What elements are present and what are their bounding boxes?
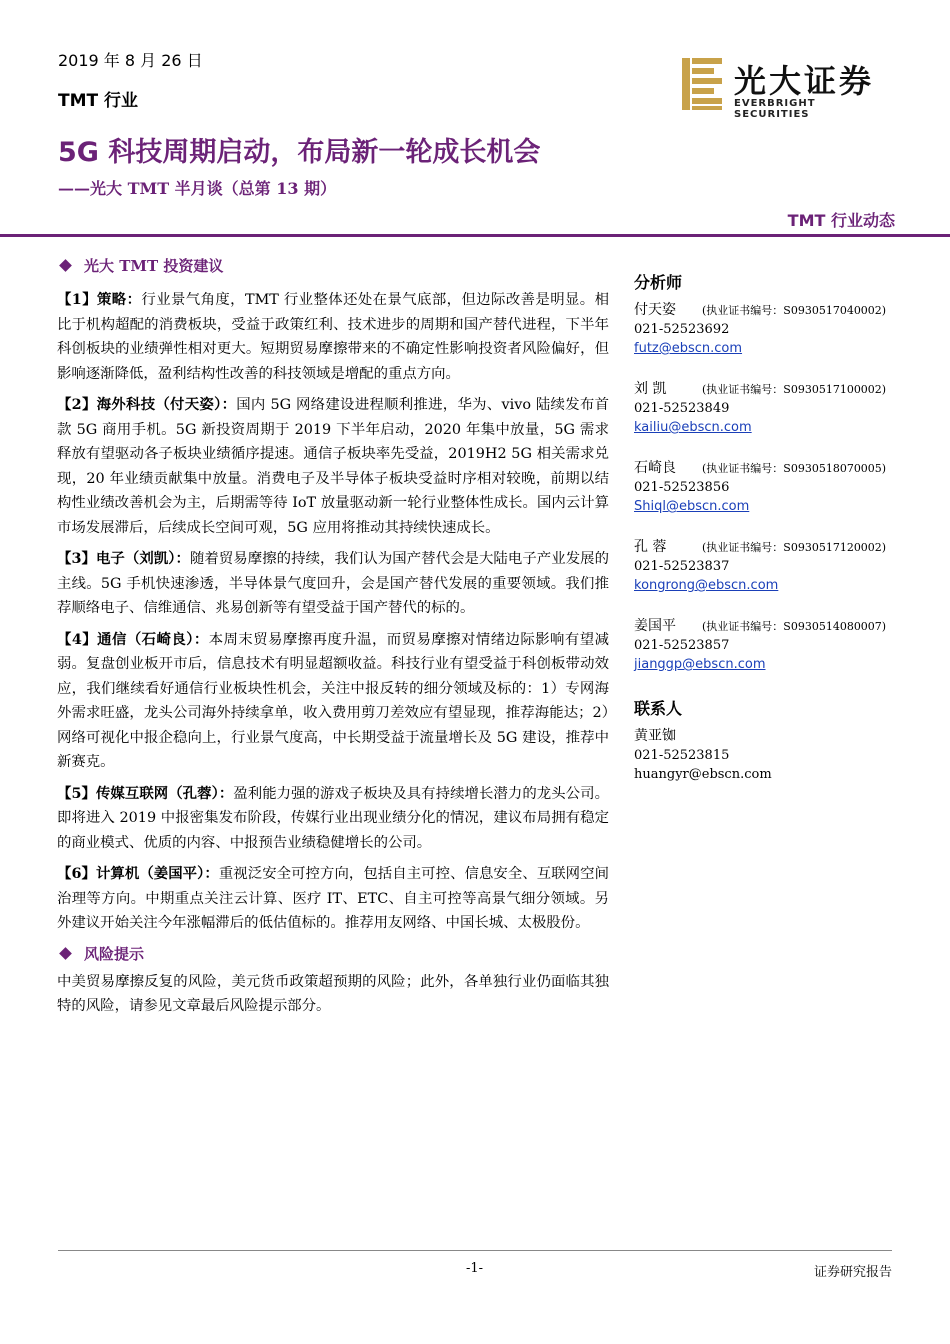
analyst-email-link[interactable]: futz@ebscn.com [634, 341, 743, 356]
analyst-phone: 021-52523837 [634, 559, 730, 574]
analyst-email-link[interactable]: kailiu@ebscn.com [634, 420, 752, 435]
everbright-logo [682, 58, 892, 120]
paragraph-telecom: 【4】通信（石崎良）：本周末贸易摩擦再度升温，而贸易摩擦对情绪边际影响有望减弱。复盘创业板开市后，信息技术有明显超额收益。科技行业有望受益于科创板带动效应，我们继续看好通信行业板块性机会，关注中报反转的细分领域及标的：1）专网海外需求旺盛，龙头公司海外持续拿单，收入费用剪刀差效应有望显现，推荐海能达；2）网络可视化中报企稳向上，行业景气度高，中长期受益于流量增长及 5G 建设，推荐中新赛克。 [57, 630, 609, 770]
analyst-phone: 021-52523857 [634, 638, 730, 653]
paragraph-overseas-tech: 【2】海外科技（付天姿）：国内 5G 网络建设进程顺利推进，华为、vivo 陆续发布首款 5G 商用手机。5G 新投资周期于 2019 下半年启动，2020 年集中放量，5G 需求释放有望驱动各子板块业绩循序提速。通信子板块率先受益，2019H2 5G 相关需求兑现，20 年业绩贡献集中放量。消费电子及半导体子板块受益时序相对较晚，前期以结构性业绩改善机会为主，后期需等待 IoT 放量驱动新一轮行业整体性成长。国内云计算市场发展滞后，后续成长空间可观，5G 应用将推动其持续快速成长。 [57, 396, 609, 536]
analyst-name: 姜国平 [634, 618, 676, 634]
analysts-heading: 分析师 [634, 273, 683, 292]
header-divider [0, 234, 950, 237]
page-title: 5G 科技周期启动，布局新一轮成长机会 [58, 137, 541, 168]
analyst-card [634, 538, 904, 595]
analyst-card [634, 380, 904, 437]
investment-heading-text: 光大 TMT 投资建议 [84, 257, 224, 275]
footer-divider [58, 1250, 892, 1251]
logo-text-en: EVERBRIGHT SECURITIES [734, 98, 816, 120]
analyst-email-link[interactable]: kongrong@ebscn.com [634, 578, 779, 593]
report-type: TMT 行业动态 [787, 211, 895, 230]
analyst-card [634, 459, 904, 516]
report-date: 2019 年 8 月 26 日 [58, 51, 203, 70]
diamond-bullet-icon [59, 947, 72, 960]
risk-heading [57, 943, 609, 964]
contact-phone: 021-52523815 [634, 748, 730, 763]
investment-heading [57, 255, 609, 276]
contact-name: 黄亚铷 [634, 728, 676, 744]
paragraph-computer: 【6】计算机（姜国平）：重视泛安全可控方向，包括自主可控、信息安全、互联网空间治理等方向。中期重点关注云计算、医疗 IT、ETC、自主可控等高景气细分领域。另外建议开始关注今年涨幅滞后的低估值标的。推荐用友网络、中国长城、太极股份。 [57, 865, 609, 931]
analyst-email-link[interactable]: Shiql@ebscn.com [634, 499, 750, 514]
analyst-cert: (执业证书编号：S0930517100002) [702, 383, 887, 396]
analyst-name: 付天姿 [634, 302, 676, 318]
analyst-sidebar [634, 270, 904, 784]
analyst-email-link[interactable]: jianggp@ebscn.com [634, 657, 766, 672]
everbright-logo-icon [682, 58, 722, 110]
analyst-card [634, 301, 904, 358]
analyst-name: 孔 蓉 [634, 539, 667, 555]
page-number: -1- [466, 1261, 484, 1276]
analyst-card [634, 617, 904, 674]
analyst-name: 石崎良 [634, 460, 676, 476]
diamond-bullet-icon [59, 259, 72, 272]
paragraph-electronics: 【3】电子（刘凯）：随着贸易摩擦的持续，我们认为国产替代会是大陆电子产业发展的主线。5G 手机快速渗透，半导体景气度回升，会是国产替代发展的重要领域。我们推荐顺络电子、信维通信、兆易创新等有望受益于国产替代的标的。 [57, 550, 609, 616]
contact-heading: 联系人 [634, 699, 683, 718]
analyst-name: 刘 凯 [634, 381, 667, 397]
analyst-phone: 021-52523849 [634, 401, 730, 416]
risk-paragraph: 中美贸易摩擦反复的风险，美元货币政策超预期的风险；此外，各单独行业仍面临其独特的风险，请参见文章最后风险提示部分。 [57, 973, 609, 1014]
analyst-phone: 021-52523856 [634, 480, 730, 495]
analyst-cert: (执业证书编号：S0930517040002) [702, 304, 887, 317]
industry-label: TMT 行业 [58, 91, 139, 111]
paragraph-media: 【5】传媒互联网（孔蓉）：盈利能力强的游戏子板块及具有持续增长潜力的龙头公司。即将进入 2019 中报密集发布阶段，传媒行业出现业绩分化的情况，建议布局拥有稳定的商业模式、优质的内容、中报预告业绩稳健增长的公司。 [57, 784, 609, 851]
analyst-phone: 021-52523692 [634, 322, 730, 337]
logo-text-cn: 光大证券 [734, 62, 875, 100]
analyst-cert: (执业证书编号：S0930517120002) [702, 541, 887, 554]
analyst-cert: (执业证书编号：S0930518070005) [702, 462, 887, 475]
page-subtitle: ——光大 TMT 半月谈（总第 13 期） [58, 179, 337, 198]
paragraph-strategy: 【1】策略：行业景气角度，TMT 行业整体还处在景气底部，但边际改善是明显。相比于机构超配的消费板块，受益于政策红利、技术进步的周期和国产替代进程，下半年科创板块的业绩弹性相对更大。短期贸易摩擦带来的不确定性影响投资者风险偏好，但影响逐渐降低，盈利结构性改善的科技领域是增配的重点方向。 [57, 291, 609, 382]
footer-label: 证券研究报告 [813, 1265, 892, 1280]
contact-email: huangyr@ebscn.com [634, 767, 772, 782]
risk-heading-text: 风险提示 [84, 944, 145, 963]
analyst-cert: (执业证书编号：S0930514080007) [702, 620, 887, 633]
main-content [57, 255, 609, 1026]
